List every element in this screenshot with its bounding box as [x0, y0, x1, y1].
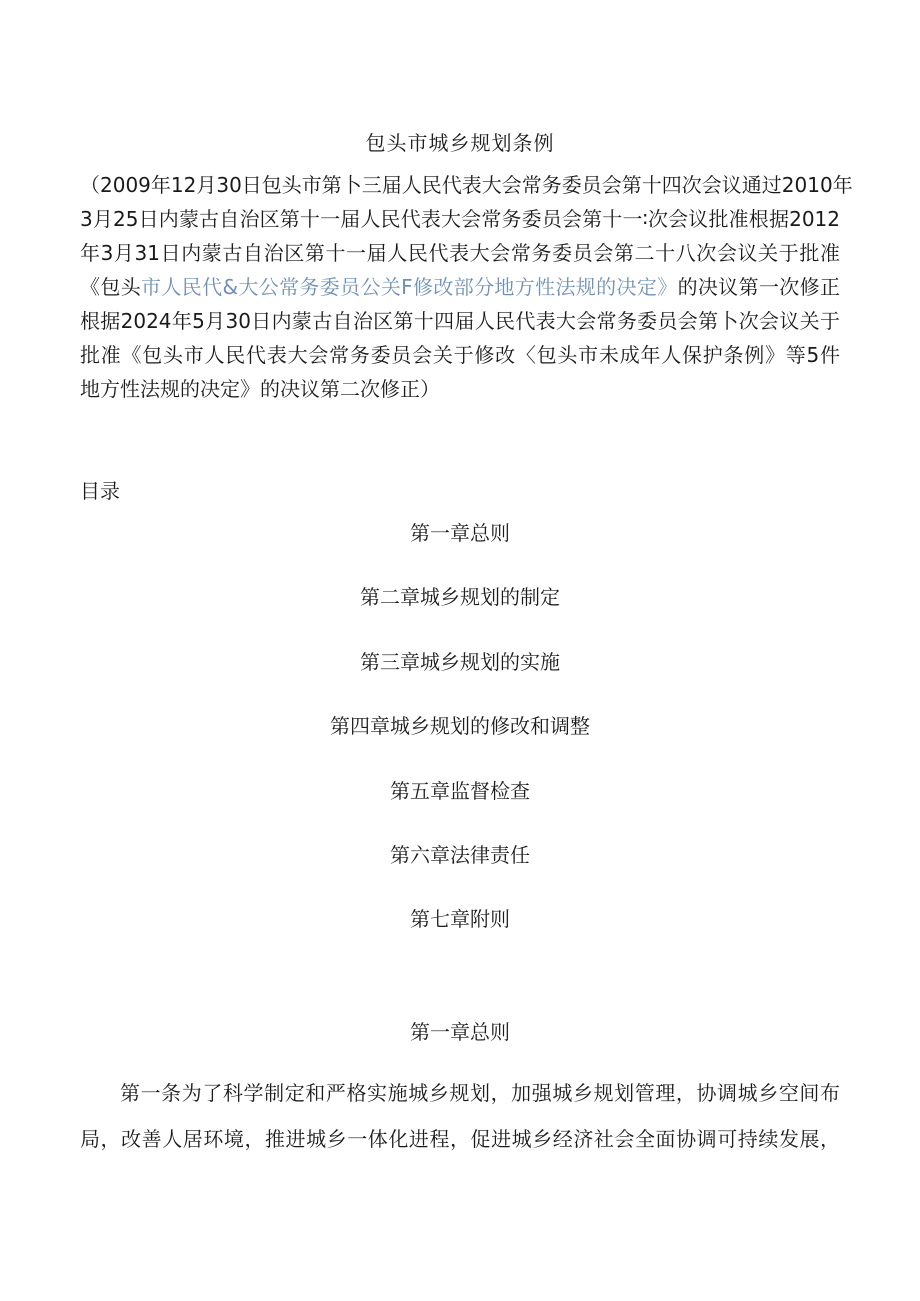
toc-item: 第二章城乡规划的制定: [360, 585, 560, 610]
preamble-line: 根据2024年5月30日内蒙古自治区第十四届人民代表大会常务委员会第卜次会议关于: [80, 309, 840, 333]
preamble-text: 《包头: [80, 275, 142, 299]
preamble-text: 的决议第一次修正: [677, 275, 841, 299]
toc-item: 第六章法律责任: [390, 842, 530, 867]
article-line: 第一条为了科学制定和严格实施城乡规划，加强城乡规划管理，协调城乡空间布: [120, 1081, 840, 1105]
toc-label: 目录: [80, 479, 120, 503]
document-title: 包头市城乡规划条例: [365, 131, 555, 155]
article-line: 局，改善人居环境，推进城乡一体化进程，促进城乡经济社会全面协调可持续发展，: [80, 1127, 840, 1151]
preamble-line: 3月25日内蒙古自治区第十一届人民代表大会常务委员会第十一∶次会议批准根据2012: [80, 207, 840, 231]
toc-item: 第一章总则: [410, 521, 510, 545]
toc-item: 第七章附则: [410, 907, 510, 932]
preamble: [80, 168, 853, 406]
chapter-heading: 第一章总则: [410, 1020, 510, 1044]
preamble-line: [80, 270, 840, 304]
preamble-line: 地方性法规的决定》的决议第二次修正）: [80, 377, 440, 401]
preamble-line: （2009年12月30日包头市第卜三届人民代表大会常务委员会第十四次会议通过2010年: [80, 173, 853, 197]
toc-item: 第三章城乡规划的实施: [360, 649, 560, 674]
preamble-line: 批准《包头市人民代表大会常务委员会关于修改〈包头市未成年人保护条例》等5件: [80, 343, 840, 367]
amendment-link[interactable]: 市人民代&大公常务委员公关F修改部分地方性法规的决定》: [141, 275, 678, 299]
preamble-line: 年3月31日内蒙古自治区第十一届人民代表大会常务委员会第二十八次会议关于批准: [80, 241, 840, 265]
toc-item: 第五章监督检查: [390, 778, 530, 803]
article-1: [80, 1077, 840, 1169]
toc-item: 第四章城乡规划的修改和调整: [330, 714, 590, 739]
table-of-contents: [0, 517, 920, 968]
